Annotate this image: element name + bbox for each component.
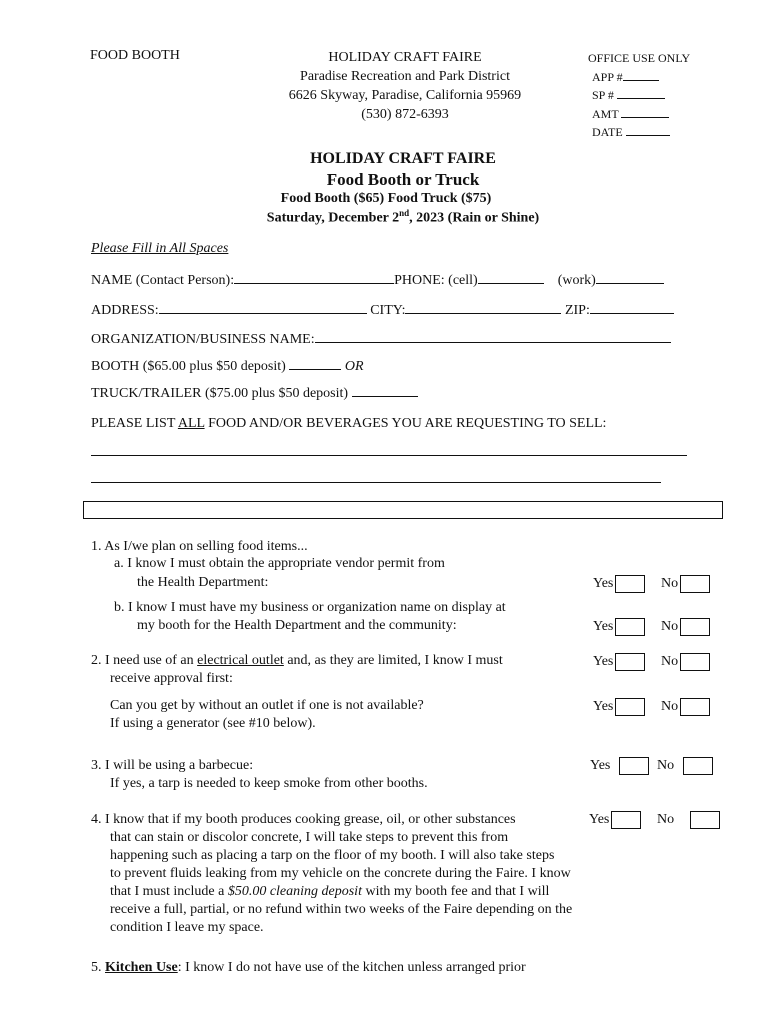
form-subtitle: Food Booth or Truck [326, 170, 480, 189]
phone-cell-field[interactable] [478, 271, 544, 284]
organization-label: ORGANIZATION/BUSINESS NAME: [91, 332, 315, 347]
q3-no-checkbox[interactable] [683, 757, 713, 775]
office-sp-field[interactable] [617, 86, 665, 99]
q1b-yes-checkbox[interactable] [615, 618, 645, 636]
q2-outlet-no: No [661, 698, 710, 716]
q1b-text-1: b. I know I must have my business or organization name on display at [114, 600, 506, 615]
q2-text-1: 2. I need use of an electrical outlet and, as they are limited, I know I must [91, 653, 503, 668]
event-date: Saturday, December 2nd, 2023 (Rain or Shine) [266, 208, 540, 226]
q4-no: No [657, 811, 720, 829]
q1a-text-1: a. I know I must obtain the appropriate vendor permit from [114, 556, 445, 571]
q2-yes-checkbox[interactable] [615, 653, 645, 671]
food-list-line-2[interactable] [91, 482, 661, 483]
q1b-no: No [661, 618, 710, 636]
name-field[interactable] [234, 271, 394, 284]
food-list-prompt: PLEASE LIST ALL FOOD AND/OR BEVERAGES YOU ARE REQUESTING TO SELL: [91, 416, 607, 431]
office-date-field[interactable] [626, 123, 670, 136]
zip-label: ZIP: [564, 303, 590, 318]
q2-yes: Yes [593, 653, 645, 671]
organization-header [250, 48, 560, 124]
q2-outlet-text: Can you get by without an outlet if one is not available? [110, 698, 424, 713]
header-district: Paradise Recreation and Park District [300, 69, 510, 84]
q1a-no: No [661, 575, 710, 593]
city-field[interactable] [405, 301, 561, 314]
q1b-yes: Yes [593, 618, 645, 636]
q3-yes-checkbox[interactable] [619, 757, 649, 775]
q2-no: No [661, 653, 710, 671]
q3-text-2: If yes, a tarp is needed to keep smoke from other booths. [110, 776, 428, 791]
phone-work-field[interactable] [596, 271, 664, 284]
q1a-yes-checkbox[interactable] [615, 575, 645, 593]
fill-instructions: Please Fill in All Spaces [91, 241, 229, 256]
office-amt-field[interactable] [621, 105, 669, 118]
office-app-label: APP # [592, 69, 623, 84]
q2-outlet-yes-checkbox[interactable] [615, 698, 645, 716]
food-booth-label: FOOD BOOTH [90, 48, 180, 63]
header-phone: (530) 872-6393 [361, 107, 449, 122]
food-list-line-1[interactable] [91, 455, 687, 456]
q4-yes: Yes [589, 811, 641, 829]
office-use-title: OFFICE USE ONLY [588, 51, 691, 65]
fee-line: Food Booth ($65) Food Truck ($75) [280, 191, 492, 206]
organization-field[interactable] [315, 330, 671, 343]
q3-text-1: 3. I will be using a barbecue: [91, 758, 254, 773]
q1-intro: 1. As I/we plan on selling food items... [91, 539, 308, 554]
office-sp-label: SP # [592, 88, 614, 102]
address-row [91, 301, 674, 319]
name-label: NAME (Contact Person): [91, 273, 235, 288]
q2-outlet-no-checkbox[interactable] [680, 698, 710, 716]
q1b-text-2: my booth for the Health Department and the community: [137, 618, 457, 633]
q2-text-2: receive approval first: [110, 671, 233, 686]
booth-field[interactable] [289, 357, 341, 370]
office-date-label: DATE [592, 125, 623, 139]
phone-work-label: (work) [557, 273, 596, 288]
header-address: 6626 Skyway, Paradise, California 95969 [288, 88, 522, 103]
office-app-field[interactable] [623, 68, 659, 81]
q4-yes-checkbox[interactable] [611, 811, 641, 829]
address-label: ADDRESS: [91, 303, 159, 318]
phone-cell-label: PHONE: (cell) [394, 273, 478, 288]
q4-no-checkbox[interactable] [690, 811, 720, 829]
q1a-no-checkbox[interactable] [680, 575, 710, 593]
q1a-text-2: the Health Department: [137, 575, 269, 590]
booth-label: BOOTH ($65.00 plus $50 deposit) [91, 359, 286, 374]
or-label: OR [344, 359, 364, 374]
truck-label: TRUCK/TRAILER ($75.00 plus $50 deposit) [91, 386, 349, 401]
q2-no-checkbox[interactable] [680, 653, 710, 671]
truck-row [91, 384, 418, 402]
office-amt-label: AMT [592, 106, 619, 121]
q3-no: No [657, 757, 713, 775]
zip-field[interactable] [590, 301, 674, 314]
city-label: CITY: [370, 303, 406, 318]
organization-row [91, 330, 671, 348]
name-phone-row [91, 271, 664, 289]
form-title: HOLIDAY CRAFT FAIRE [310, 150, 496, 167]
truck-field[interactable] [352, 384, 418, 397]
header-title: HOLIDAY CRAFT FAIRE [328, 50, 482, 65]
q4-text: 4. I know that if my booth produces cooking grease, oil, or other substances that can stain or discolor concrete, I will take steps to prevent this from happening such as placing a tarp on the floor of my booth. I will also take steps to prevent fluids leaking from my vehicle on the concrete during the Faire. I know that I must include a $50.00 cleaning deposit with my booth fee and that I will receive a full, partial, or no refund within two weeks of the Faire depending on the condition I leave my space. [91, 812, 573, 935]
booth-row [91, 357, 364, 375]
q3-yes: Yes [590, 757, 649, 775]
q2-outlet-yes: Yes [593, 698, 645, 716]
office-use-block [588, 50, 690, 142]
q2-generator-text: If using a generator (see #10 below). [110, 716, 316, 731]
q5-text: 5. Kitchen Use: I know I do not have use of the kitchen unless arranged prior [91, 960, 526, 975]
food-list-box[interactable] [83, 501, 723, 519]
q1b-no-checkbox[interactable] [680, 618, 710, 636]
q1a-yes: Yes [593, 575, 645, 593]
address-field[interactable] [159, 301, 367, 314]
